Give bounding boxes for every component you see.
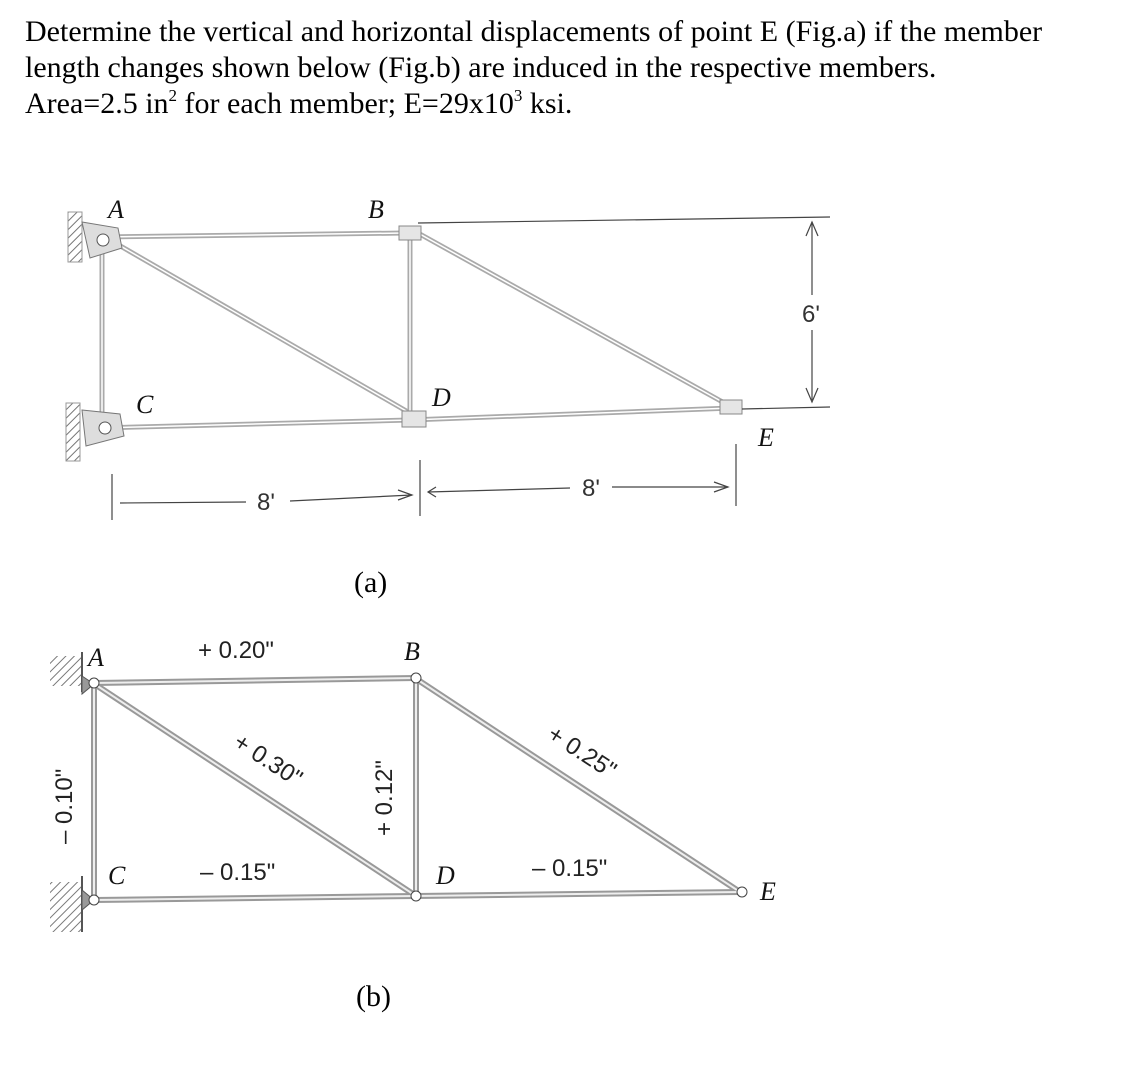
modulus-exponent: 3 [513, 86, 523, 105]
dimension-span-left: 8' [257, 489, 275, 516]
problem-line-2: length changes shown below (Fig.b) are induced in the respective members. [25, 51, 937, 84]
gusset-b [399, 226, 421, 240]
pin-c-icon [99, 422, 111, 434]
node-b-label-b: B [404, 637, 420, 666]
change-ab: + 0.20" [198, 637, 274, 664]
joint-b-e [737, 887, 747, 897]
figure-b [50, 637, 776, 1013]
node-label-a: A [108, 195, 124, 224]
area-text: Area=2.5 in [25, 87, 169, 120]
wall-hatch-c [50, 882, 82, 932]
node-label-b: B [368, 195, 384, 224]
dimension-height: 6' [802, 301, 820, 328]
node-b-label-d: D [436, 861, 455, 890]
node-b-label-e: E [760, 877, 776, 906]
joint-b-b [411, 673, 421, 683]
node-label-e: E [758, 423, 774, 452]
node-b-label-a: A [88, 643, 104, 672]
span-dimension [112, 444, 736, 520]
change-ad: + 0.30" [228, 728, 308, 793]
figure-a-caption: (a) [354, 566, 388, 599]
node-label-c: C [136, 390, 154, 419]
wall-hatch-a [50, 656, 82, 686]
change-bd: + 0.12" [371, 760, 398, 836]
figure-a [66, 195, 830, 599]
figure-b-caption: (b) [356, 980, 391, 1013]
joint-b-d [411, 891, 421, 901]
change-ac: – 0.10" [51, 768, 78, 844]
node-b-label-c: C [108, 861, 126, 890]
gusset-e [720, 400, 742, 414]
pin-a-icon [97, 234, 109, 246]
joint-b-a [89, 678, 99, 688]
height-dimension [418, 217, 830, 409]
dimension-span-right: 8' [582, 475, 600, 502]
change-de: – 0.15" [532, 855, 608, 882]
gusset-d [402, 411, 426, 427]
units-text: ksi. [522, 87, 573, 120]
area-exponent: 2 [168, 86, 178, 105]
modulus-text: for each member; E=29x10 [177, 87, 514, 120]
node-label-d: D [432, 383, 451, 412]
wall-support-a [68, 212, 82, 262]
joint-b-c [89, 895, 99, 905]
change-cd: – 0.15" [200, 859, 276, 886]
change-be: + 0.25" [542, 720, 622, 785]
problem-line-1: Determine the vertical and horizontal displacements of point E (Fig.a) if the member [25, 15, 1043, 48]
wall-support-c [66, 403, 80, 461]
truss-members-a [100, 233, 732, 428]
